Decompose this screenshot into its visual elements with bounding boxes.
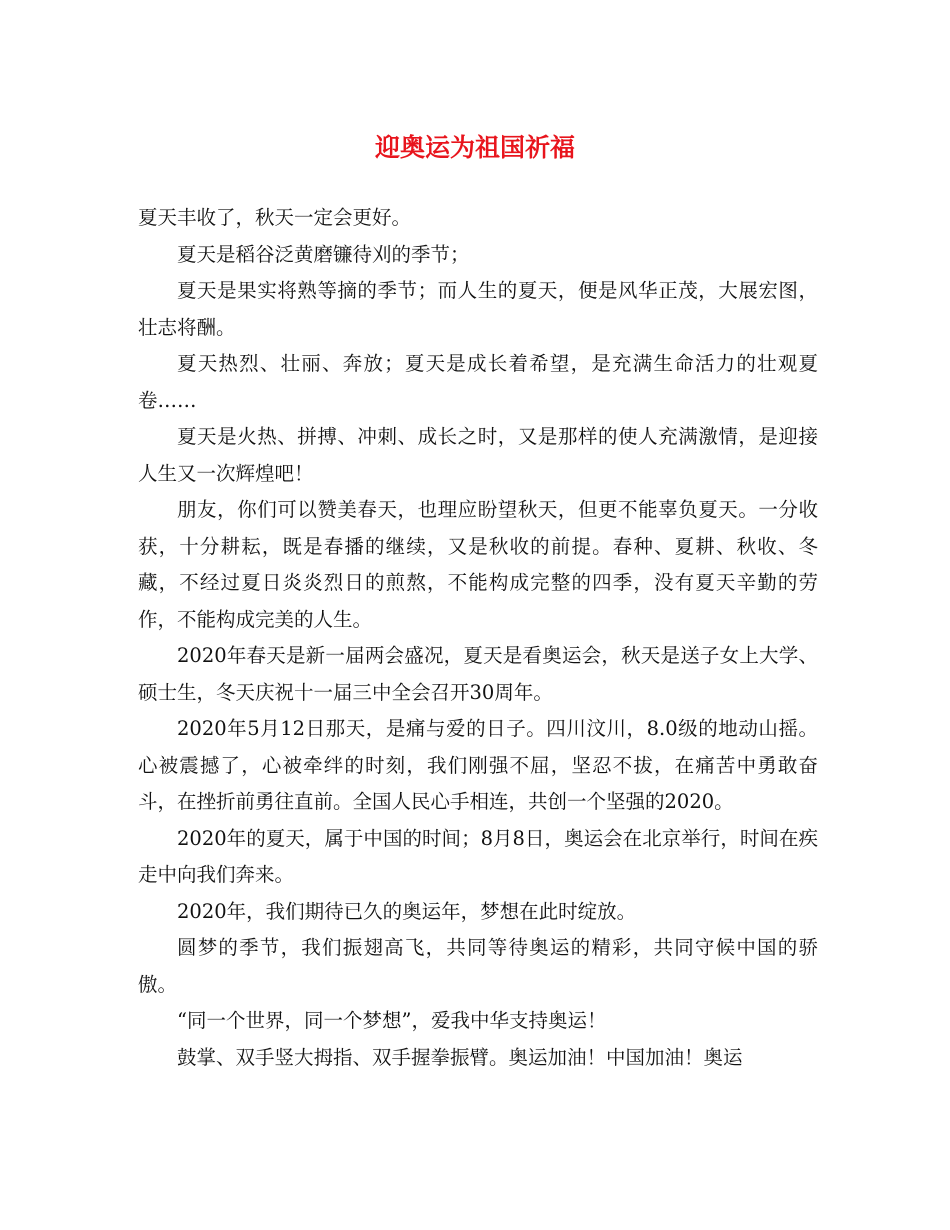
- paragraph-1: 夏天丰收了，秋天一定会更好。: [138, 206, 412, 229]
- paragraph-6: 朋友，你们可以赞美春天，也理应盼望秋天，但更不能辜负夏天。一分收获，十分耕耘，既是春播的继续，又是秋收的前提。春种、夏耕、秋收、冬藏，不经过夏日炎炎烈日的煎熬，不能构成完整的四季，没有夏天辛勤的劳作，不能构成完美的人生。: [138, 498, 818, 631]
- paragraph-3: 夏天是果实将熟等摘的季节；而人生的夏天，便是风华正茂，大展宏图，壮志将酬。: [138, 279, 818, 339]
- article-body: [138, 200, 818, 1076]
- paragraph-4: 夏天热烈、壮丽、奔放；夏天是成长着希望，是充满生命活力的壮观夏卷……: [138, 352, 818, 412]
- page-title: 迎奥运为祖国祈福: [374, 133, 575, 162]
- paragraph-8: 2020年5月12日那天，是痛与爱的日子。四川汶川，8.0级的地动山摇。心被震撼了，心被牵绊的时刻，我们刚强不屈，坚忍不拔，在痛苦中勇敢奋斗，在挫折前勇往直前。全国人民心手相连，共创一个坚强的2020。: [138, 717, 818, 813]
- paragraph-2: 夏天是稻谷泛黄磨镰待刈的季节；: [177, 242, 470, 266]
- paragraph-11: 圆梦的季节，我们振翅高飞，共同等待奥运的精彩，共同守候中国的骄傲。: [138, 936, 818, 996]
- paragraph-12: “同一个世界，同一个梦想”，爱我中华支持奥运！: [177, 1009, 607, 1032]
- paragraph-5: 夏天是火热、拼搏、冲刺、成长之时，又是那样的使人充满激情，是迎接人生又一次辉煌吧！: [138, 425, 818, 485]
- paragraph-10: 2020年，我们期待已久的奥运年，梦想在此时绽放。: [177, 899, 637, 923]
- paragraph-7: 2020年春天是新一届两会盛况，夏天是看奥运会，秋天是送子女上大学、硕士生，冬天庆祝十一届三中全会召开30周年。: [138, 644, 818, 704]
- paragraph-9: 2020年的夏天，属于中国的时间；8月8日，奥运会在北京举行，时间在疾走中向我们奔来。: [138, 826, 818, 886]
- paragraph-13: 鼓掌、双手竖大拇指、双手握拳振臂。奥运加油！中国加油！奥运: [177, 1045, 743, 1069]
